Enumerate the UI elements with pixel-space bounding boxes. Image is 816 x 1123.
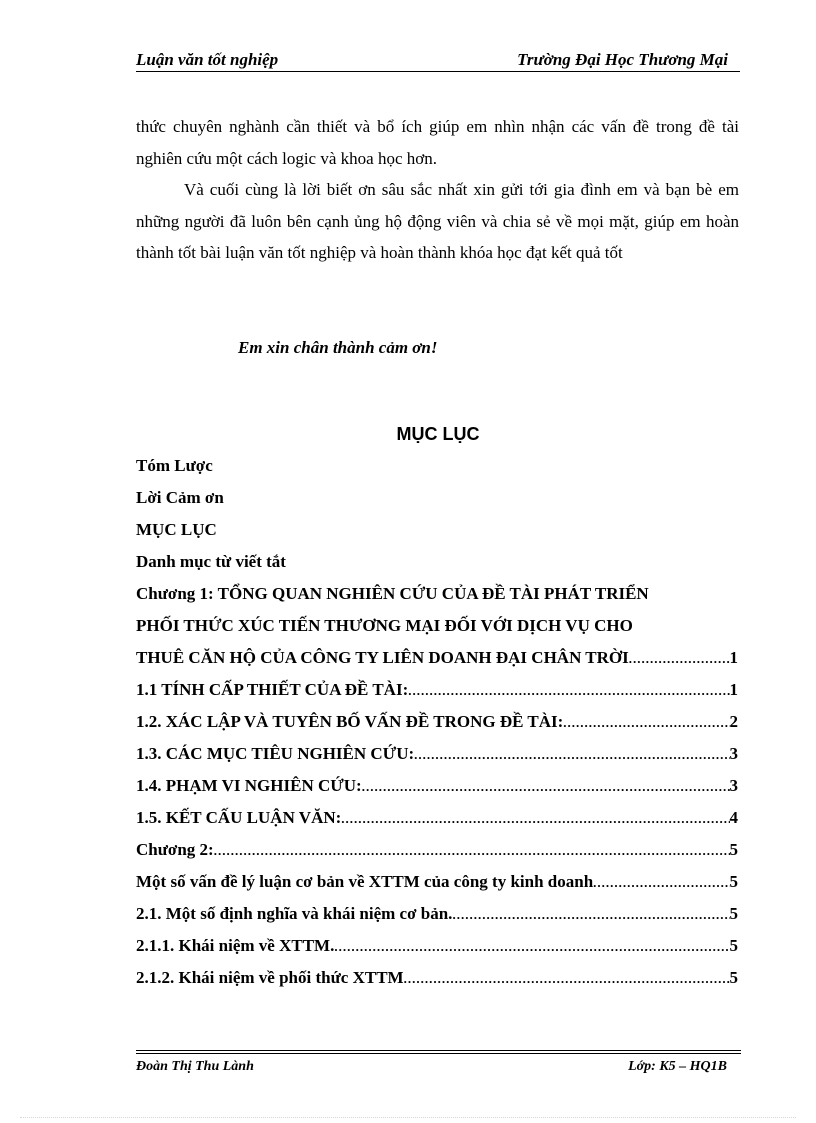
toc-entry-page: 5 [729,968,738,987]
toc-entry-page: 5 [729,840,738,859]
toc-entry [136,866,738,898]
toc-entry-text: 1.4. PHẠM VI NGHIÊN CỨU: [136,776,362,795]
toc-item: MỤC LỤC [136,520,217,539]
toc-entry-text: 2.1.1. Khái niệm về XTTM. [136,936,335,955]
footer-rule [136,1050,741,1051]
toc-leader-dots [334,931,729,962]
toc-entry [136,642,738,674]
toc-entry-page: 5 [729,936,738,955]
toc-entry [136,738,738,770]
toc-entry-page: 3 [729,744,738,763]
toc-leader-dots [452,899,729,930]
toc-entry-text: 1.3. CÁC MỤC TIÊU NGHIÊN CỨU: [136,744,415,763]
body-paragraph-1: thức chuyên nghành cần thiết và bổ ích giúp em nhìn nhận các vấn đề trong đề tài nghiên cứu một cách logic và khoa học hơn. [136,117,739,168]
toc-entry-text: 2.1.2. Khái niệm về phối thức XTTM [136,968,404,987]
toc-item: Lời Cảm ơn [136,488,224,507]
toc-leader-dots [362,771,730,802]
thanks-line: Em xin chân thành cảm ơn! [238,338,438,357]
header-university: Trường Đại Học Thương Mại [517,50,728,69]
toc-entry-page: 5 [729,904,738,923]
page-header [136,48,740,74]
body-paragraph-2: Và cuối cùng là lời biết ơn sâu sắc nhất xin gửi tới gia đình em và bạn bè em những người đã luôn bên cạnh ủng hộ động viên và chia sẻ về mọi mặt, giúp em hoàn thành tốt bài luận văn tốt nghiệp và hoàn thành khóa học đạt kết quả tốt [136,180,739,262]
footer-rule [136,1053,741,1054]
toc-entry-text: 1.2. XÁC LẬP VÀ TUYÊN BỐ VẤN ĐỀ TRONG ĐỀ TÀI: [136,712,564,731]
toc-leader-dots [404,963,730,994]
toc-entry [136,930,738,962]
toc-list [136,450,738,994]
toc-entry-page: 2 [729,712,738,731]
toc-entry-text: Chương 2: [136,840,214,859]
toc-title: MỤC LỤC [396,424,480,444]
toc-leader-dots [414,739,729,770]
toc-entry-text: 1.5. KẾT CẤU LUẬN VĂN: [136,808,342,827]
toc-entry [136,834,738,866]
toc-item: Tóm Lược [136,456,213,475]
toc-leader-dots [214,835,730,866]
toc-chapter1-line: Chương 1: TỔNG QUAN NGHIÊN CỨU CỦA ĐỀ TÀI PHÁT TRIỂN [136,584,649,603]
toc-leader-dots [408,675,729,706]
toc-entry [136,898,738,930]
toc-entry-page: 5 [729,872,738,891]
footer-class: Lớp: K5 – HQ1B [628,1059,727,1074]
header-rule [136,71,740,72]
toc-entry-text: 1.1 TÍNH CẤP THIẾT CỦA ĐỀ TÀI: [136,680,409,699]
toc-item: Danh mục từ viết tắt [136,552,286,571]
toc-entry-text: 2.1. Một số định nghĩa và khái niệm cơ bản. [136,904,453,923]
toc-leader-dots [629,643,730,674]
toc-entry-page: 3 [729,776,738,795]
footer-author: Đoàn Thị Thu Lành [136,1059,254,1074]
toc-leader-dots [593,867,729,898]
toc-entry [136,770,738,802]
toc-entry [136,674,738,706]
toc-entry-text: Một số vấn đề lý luận cơ bản về XTTM của công ty kinh doanh [136,872,594,891]
toc-entry [136,706,738,738]
toc-entry-text: THUÊ CĂN HỘ CỦA CÔNG TY LIÊN DOANH ĐẠI CHÂN TRỜI [136,648,629,667]
toc-leader-dots [563,707,729,738]
toc-entry [136,962,738,994]
toc-entry-page: 4 [729,808,738,827]
toc-chapter1-line: PHỐI THỨC XÚC TIẾN THƯƠNG MẠI ĐỐI VỚI DỊCH VỤ CHO [136,616,633,635]
header-thesis-label: Luận văn tốt nghiệp [136,50,279,69]
toc-entry-page: 1 [729,648,738,667]
toc-entry [136,802,738,834]
toc-entry-page: 1 [729,680,738,699]
page-edge-divider [20,1117,796,1118]
toc-leader-dots [341,803,729,834]
